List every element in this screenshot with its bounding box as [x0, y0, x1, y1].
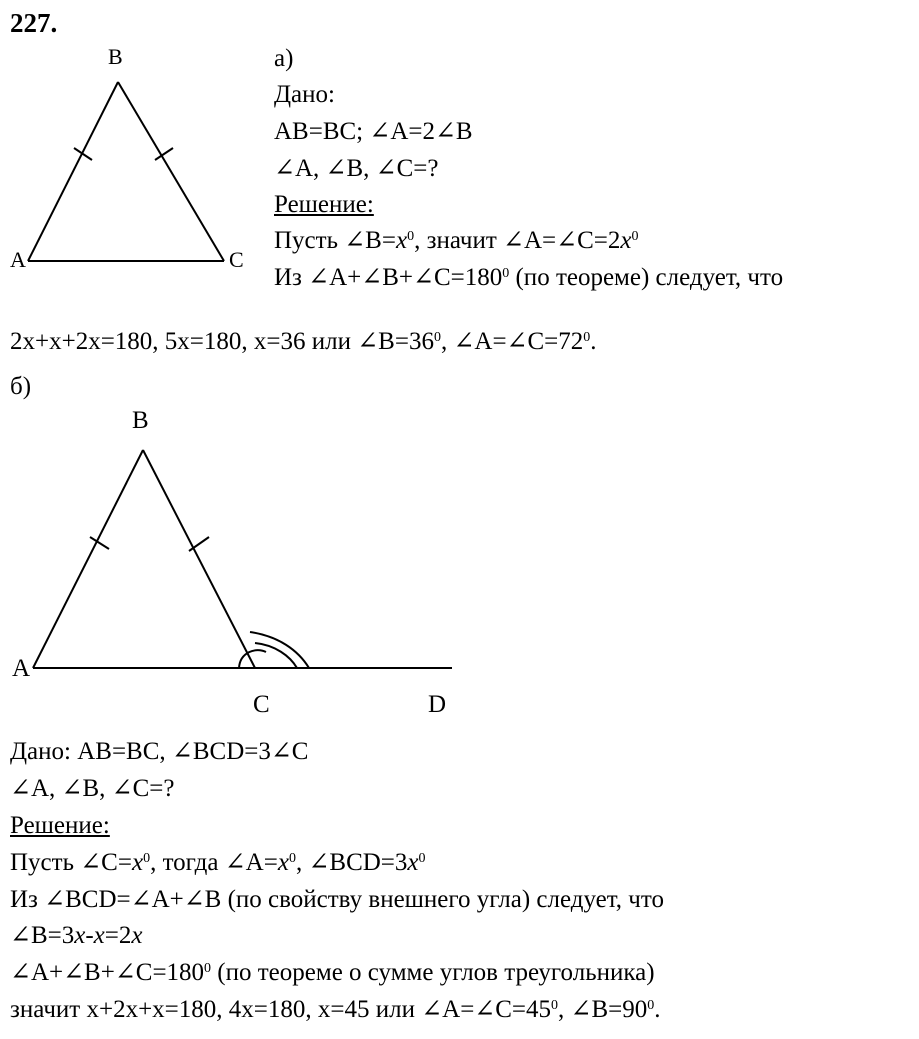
solution-title-b: Решение: [10, 812, 110, 839]
vertex-c-b: C [253, 691, 270, 718]
solution-step1-a: Пусть $\angle B=x^0$, значит $\angle A=\angle C=2x^0$ [274, 227, 639, 254]
given-line2-a: ∠A, ∠B, ∠C=? [274, 155, 439, 182]
vertex-a-a: A [10, 247, 26, 272]
solution-title-a: Решение: [274, 191, 374, 218]
solution-step2-b: Из ∠BCD=∠A+∠B (по свойству внешнего угла) следует, что [10, 886, 664, 913]
triangle-a [28, 82, 224, 261]
vertex-c-a: C [229, 247, 244, 272]
solution-step4-b: $\angle A+\angle B+\angle C=180^0$ (по теореме о сумме углов треугольника) [10, 959, 655, 986]
find-b: ∠A, ∠B, ∠C=? [10, 775, 175, 802]
angle-arc-bcd-2 [255, 643, 297, 668]
side-ab-b [33, 450, 143, 668]
vertex-a-b: A [12, 655, 31, 682]
solution-step3-a: 2x+x+2x=180, 5x=180, x=36 или $\angle B=36^0$, $\angle A=\angle C=72^0$. [10, 328, 597, 355]
solution-step5-b: значит x+2x+x=180, 4x=180, x=45 или $\angle A=\angle C=45^0$, $\angle B=90^0$. [10, 996, 661, 1023]
side-ab-a [28, 82, 118, 261]
given-b: Дано: AB=BC, ∠BCD=3∠C [10, 738, 309, 765]
part-a-label: а) [274, 45, 294, 72]
solution-step1-b: Пусть $\angle C=x^0$, тогда $\angle A=x^0$, $\angle BCD=3x^0$ [10, 849, 426, 876]
vertex-d-b: D [428, 691, 447, 718]
problem-number: 227. [10, 8, 58, 38]
vertex-b-a: B [108, 44, 123, 69]
vertex-b-b: B [132, 407, 149, 434]
given-title-a: Дано: [274, 81, 335, 108]
given-line1-a: AB=BC; ∠A=2∠B [274, 118, 473, 145]
solution-step2-a: Из $\angle A+\angle B+\angle C=180^0$ (по теореме) следует, что [274, 264, 784, 291]
triangle-b [33, 450, 452, 668]
part-b-label: б) [10, 373, 32, 400]
side-bc-a [118, 82, 224, 261]
side-bc-b [143, 450, 255, 668]
solution-step3-b: ∠B=3x-x=2x [10, 922, 143, 949]
